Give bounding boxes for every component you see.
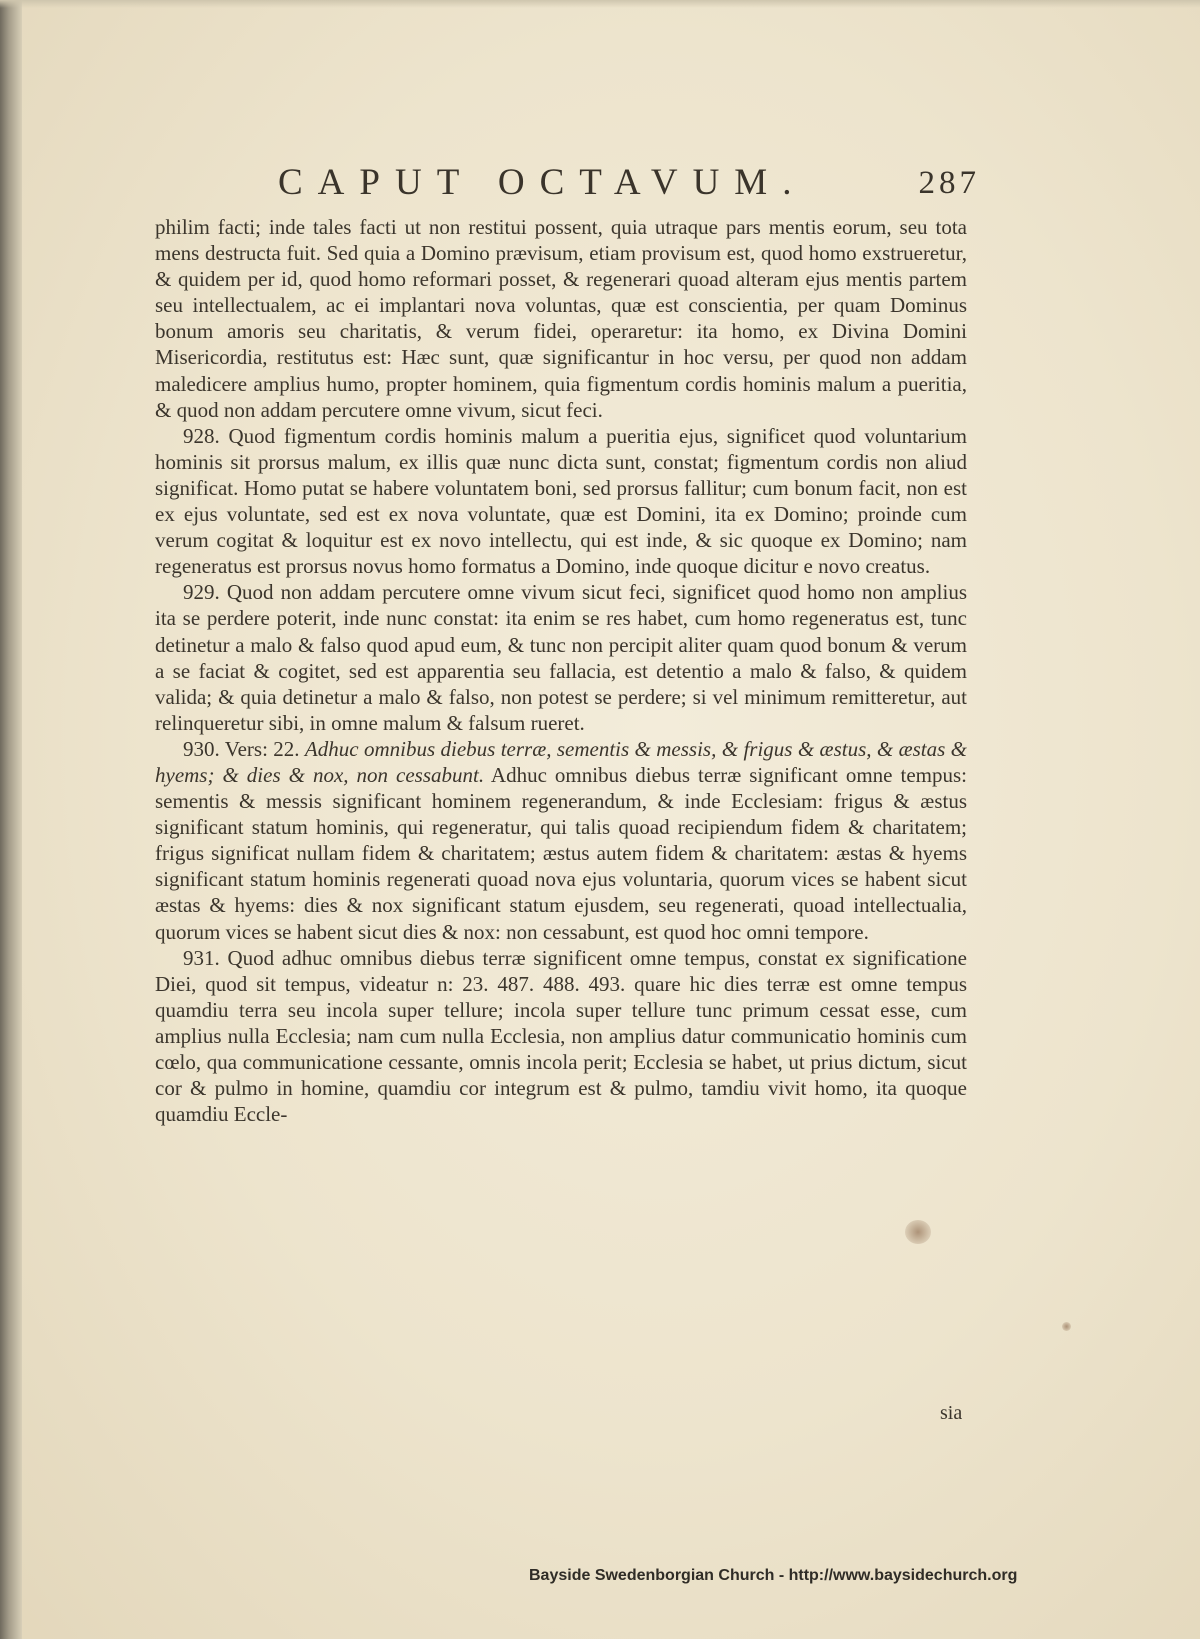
text-segment: 929. Quod non addam percutere omne vivum sicut feci, significet quod homo non amplius ita se perdere poterit, inde nunc constat: ita enim se res habet, cum homo regeneratus est, tunc detinetur a malo & falso quod apud eum, & tunc non percipit aliter quam quod bonum & verum a se faciat & cogitet, sed est apparentia seu fallacia, est detentio a malo & falso, & quidem valida; & quia detinetur a malo & falso, non potest se perdere; si vel minimum remitteretur, aut relinqueretur sibi, in omne malum & falsum rueret. bbox=[155, 580, 967, 735]
page-number: 287 bbox=[918, 165, 980, 201]
text-segment: 931. Quod adhuc omnibus diebus terræ significent omne tempus, constat ex significatione Diei, quod sit tempus, videatur n: 23. 487. 488. 493. quare hic dies terræ est omne tempus quamdiu terra seu incola super tellure; incola super tellure tunc primum cessat esse, cum amplius nulla Ecclesia; nam cum nulla Ecclesia, non amplius datur communicatio hominis cum cœlo, qua communicatione cessante, omnis incola perit; Ecclesia se habet, ut prius dictum, sicut cor & pulmo in homine, quamdiu cor integrum est & pulmo, tamdiu vivit homo, ita quoque quamdiu Eccle- bbox=[155, 945, 967, 1127]
text-segment: Adhuc omnibus diebus terræ significant omne tempus: sementis & messis significant hominem regenerandum, & inde Ecclesiam: frigus & æstus significant statum hominis, qui regeneratur, qui talis quoad recipiendum fidem & charitatem; frigus significat nullam fidem & charitatem; æstus autem fidem & charitatem: æstas & hyems significant statum hominis regenerati quoad nova ejus voluntaria, quorum vices se habent sicut æstas & hyems: dies & nox significant statum ejusdem, seu regenerati, quoad intellectualia, quorum vices se habent sicut dies & nox: non cessabunt, est quod hoc omni tempore. bbox=[155, 762, 967, 944]
text-segment: 928. Quod figmentum cordis hominis malum a pueritia ejus, significet quod voluntarium hominis sit prorsus malum, ex illis quæ nunc dicta sunt, constat; figmentum cordis non aliud significat. Homo putat se habere voluntatem boni, sed prorsus fallitur; cum bonum facit, non est ex ejus voluntate, sed est ex nova voluntate, quæ est Domini, ita ex Domino; proinde cum verum cogitat & loquitur est ex novo intellectu, qui est inde, & sic quoque ex Domino; nam regeneratus est prorsus novus homo formatus a Domino, inde quoque dicitur e novo creatus. bbox=[155, 423, 967, 579]
running-head bbox=[150, 155, 980, 215]
footer-credit: Bayside Swedenborgian Church - http://www.baysidechurch.org bbox=[529, 1567, 1018, 1584]
paragraph bbox=[155, 736, 967, 945]
page-binding-shadow bbox=[0, 0, 22, 1639]
paragraph bbox=[155, 423, 967, 580]
page-top-shadow bbox=[0, 0, 1200, 8]
paragraph bbox=[155, 945, 967, 1128]
body-text bbox=[155, 214, 967, 1127]
text-segment: 930. Vers: 22. bbox=[183, 736, 305, 761]
catchword: sia bbox=[940, 1402, 963, 1424]
paragraph bbox=[155, 214, 967, 423]
text-segment: philim facti; inde tales facti ut non restitui possent, quia utraque pars mentis eorum, seu tota mens destructa fuit. Sed quia a Domino prævisum, etiam provisum est, quod homo exstrueretur, & quidem per id, quod homo reformari posset, & regenerari quoad alteram ejus mentis partem seu intellectualem, ac ei implantari nova voluntas, quæ est conscientia, per quam Dominus bonum amoris seu charitatis, & verum fidei, operaretur: ita homo, ex Divina Domini Misericordia, restitutus est: Hæc sunt, quæ significantur in hoc versu, per quod non addam maledicere amplius humo, propter hominem, quia figmentum cordis hominis malum a pueritia, & quod non addam percutere omne vivum, sicut feci. bbox=[155, 215, 967, 422]
ink-spot bbox=[905, 1220, 931, 1244]
paragraph bbox=[155, 579, 967, 736]
chapter-title: CAPUT OCTAVUM. bbox=[278, 162, 807, 203]
ink-spot bbox=[1062, 1322, 1071, 1331]
italic-quote: Adhuc omnibus diebus terræ, sementis & messis, & frigus & æstus, & æstas & hyems; & dies & nox, non cessabunt. bbox=[155, 736, 967, 787]
